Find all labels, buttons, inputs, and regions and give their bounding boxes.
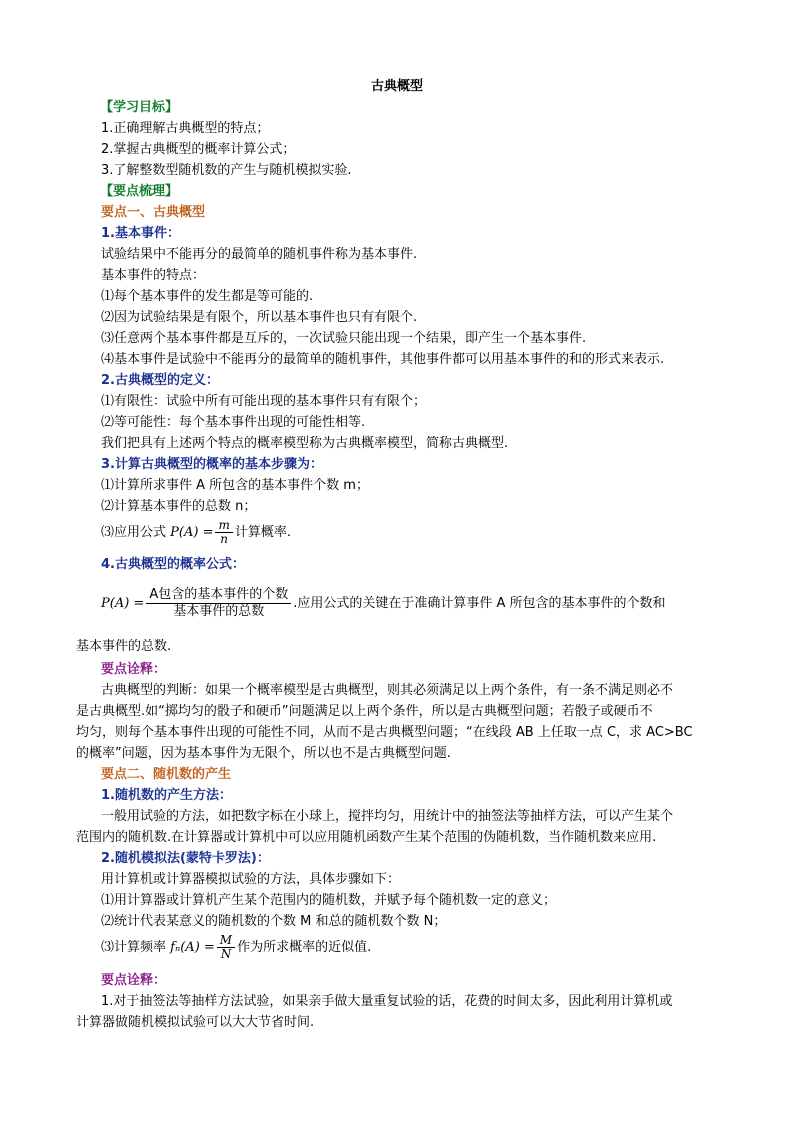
basic-event-features-label: 基本事件的特点： bbox=[101, 268, 206, 283]
step-item: ⑴计算所求事件 A 所包含的基本事件个数 m； bbox=[101, 478, 369, 493]
basic-event-definition: 试验结果中不能再分的最简单的随机事件称为基本事件. bbox=[101, 247, 418, 262]
formula-lhs: P(A) = bbox=[101, 596, 145, 611]
step-item-formula bbox=[101, 516, 291, 550]
step3-suffix: 计算概率. bbox=[234, 525, 291, 540]
formula-heading: 4.古典概型的概率公式： bbox=[101, 557, 245, 572]
basic-event-heading: 1.基本事件： bbox=[101, 226, 180, 241]
point1-heading: 要点一、古典概型 bbox=[101, 205, 206, 220]
formula-numerator: A包含的基本事件的个数 bbox=[146, 587, 291, 604]
point2-heading: 要点二、随机数的产生 bbox=[101, 767, 232, 782]
definition-item: ⑴有限性：试验中所有可能出现的基本事件只有有限个； bbox=[101, 394, 427, 409]
goal-item: 2.掌握古典概型的概率计算公式； bbox=[101, 142, 296, 157]
step3-fraction bbox=[215, 519, 232, 546]
step3-fraction-denominator: n bbox=[220, 532, 229, 546]
definition-conclusion: 我们把具有上述两个特点的概率模型称为古典概率模型，简称古典概型. bbox=[101, 436, 509, 451]
point1-notes-heading: 要点诠释： bbox=[101, 662, 167, 677]
sim3-formula-lhs: fₙ(A) = bbox=[170, 940, 215, 955]
note-line: 是古典概型.如“掷均匀的骰子和硬币”问题满足以上两个条件，所以是古典概型问题；若骰子或硬币不 bbox=[76, 704, 653, 719]
sim3-fraction-denominator: N bbox=[220, 947, 232, 961]
sim3-prefix: ⑶计算频率 bbox=[101, 940, 167, 955]
step3-fraction-numerator: m bbox=[215, 519, 232, 533]
simulation-item-formula bbox=[101, 930, 371, 966]
step3-prefix: ⑶应用公式 bbox=[101, 525, 167, 540]
point2-notes-heading: 要点诠释： bbox=[101, 973, 167, 988]
definition-item: ⑵等可能性：每个基本事件出现的可能性相等. bbox=[101, 415, 366, 430]
point2-note-line: 1.对于抽签法等抽样方法试验，如果亲手做大量重复试验的话，花费的时间太多，因此利用计算机或 bbox=[101, 994, 673, 1009]
sim3-suffix: 作为所求概率的近似值. bbox=[237, 940, 372, 955]
point2-note-line: 计算器做随机模拟试验可以大大节省时间. bbox=[76, 1015, 315, 1030]
note-line: 古典概型的判断：如果一个概率模型是古典概型，则其必须满足以上两个条件，有一条不满足则必不 bbox=[101, 683, 674, 698]
goal-item: 1.正确理解古典概型的特点； bbox=[101, 121, 270, 136]
goal-item: 3.了解整数型随机数的产生与随机模拟实验. bbox=[101, 163, 352, 178]
step3-formula-lhs: P(A) = bbox=[170, 525, 214, 540]
formula-tail: .应用公式的关键在于准确计算事件 A 所包含的基本事件的个数和 bbox=[293, 596, 666, 611]
basic-event-feature: ⑵因为试验结果是有限个，所以基本事件也只有有限个. bbox=[101, 310, 418, 325]
formula-tail-continued: 基本事件的总数. bbox=[76, 639, 172, 654]
simulation-item: ⑵统计代表某意义的随机数的个数 M 和总的随机数个数 N； bbox=[101, 914, 447, 929]
probability-formula bbox=[101, 586, 666, 622]
formula-denominator: 基本事件的总数 bbox=[173, 604, 265, 619]
note-line: 均匀，则每个基本事件出现的可能性不同，从而不是古典概型问题；“在线段 AB 上任取一点 C，求 AC>BC bbox=[76, 725, 693, 740]
basic-event-feature: ⑷基本事件是试验中不能再分的最简单的随机事件，其他事件都可以用基本事件的和的形式来表示. bbox=[101, 352, 665, 367]
step-item: ⑵计算基本事件的总数 n； bbox=[101, 499, 257, 514]
steps-heading: 3.计算古典概型的概率的基本步骤为： bbox=[101, 457, 323, 472]
review-header: 【要点梳理】 bbox=[100, 184, 179, 199]
basic-event-feature: ⑴每个基本事件的发生都是等可能的. bbox=[101, 289, 314, 304]
basic-event-feature: ⑶任意两个基本事件都是互斥的，一次试验只能出现一个结果，即产生一个基本事件. bbox=[101, 331, 587, 346]
simulation-item: ⑴用计算器或计算机产生某个范围内的随机数，并赋予每个随机数一定的意义； bbox=[101, 893, 557, 908]
page-title: 古典概型 bbox=[370, 79, 423, 94]
method-line: 一般用试验的方法，如把数字标在小球上，搅拌均匀，用统计中的抽签法等抽样方法，可以产生某个 bbox=[101, 809, 674, 824]
method-heading: 1.随机数的产生方法： bbox=[101, 788, 232, 803]
learning-goals-header: 【学习目标】 bbox=[100, 100, 179, 115]
sim3-fraction-numerator: M bbox=[217, 934, 235, 948]
formula-fraction bbox=[146, 587, 291, 620]
simulation-intro: 用计算机或计算器模拟试验的方法，具体步骤如下： bbox=[101, 872, 401, 887]
method-line: 范围内的随机数.在计算器或计算机中可以应用随机函数产生某个范围的伪随机数，当作随机数来应用. bbox=[76, 830, 657, 845]
simulation-heading: 2.随机模拟法(蒙特卡罗法)： bbox=[101, 851, 270, 866]
sim3-fraction bbox=[217, 934, 235, 961]
definition-heading: 2.古典概型的定义： bbox=[101, 373, 219, 388]
note-line: 的概率”问题，因为基本事件为无限个，所以也不是古典概型问题. bbox=[76, 746, 451, 761]
